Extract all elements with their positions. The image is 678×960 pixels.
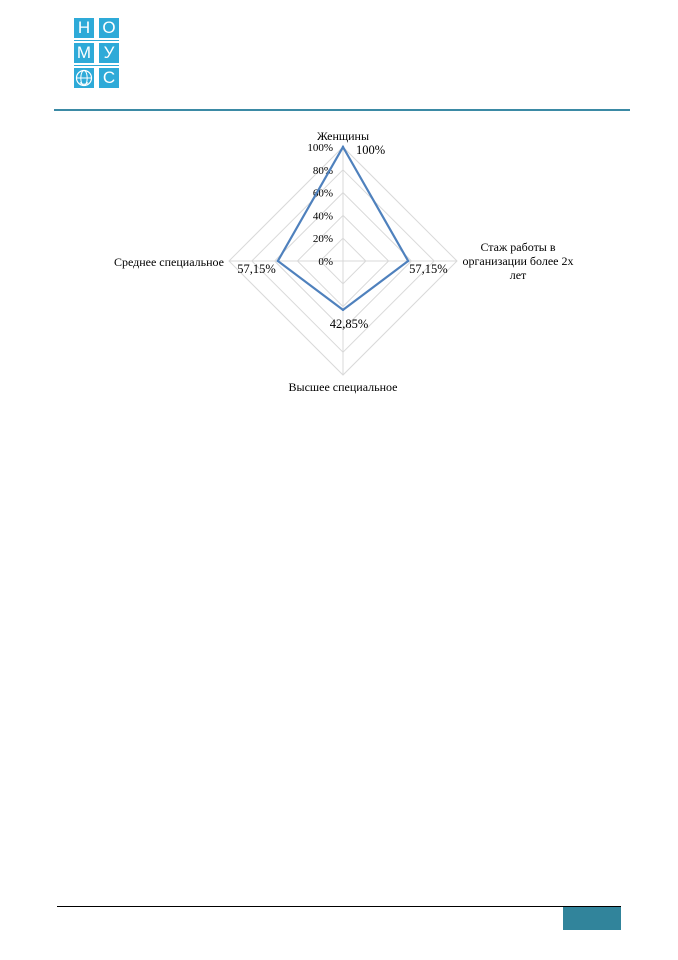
- axis-category-label-line: лет: [509, 268, 527, 282]
- data-label: 42,85%: [329, 316, 369, 331]
- axis-category-label: [317, 129, 369, 143]
- tick-label: 0%: [318, 256, 333, 268]
- data-label: 57,15%: [237, 262, 276, 276]
- data-point: [277, 260, 279, 262]
- axis-category-label-line: Стаж работы в: [480, 240, 556, 254]
- data-point: [342, 146, 344, 148]
- data-point: [342, 309, 344, 311]
- axis-category-label-line: Высшее специальное: [288, 380, 398, 394]
- logo-letter: Н: [74, 18, 94, 38]
- axis-category-label-line: Среднее специальное: [113, 255, 224, 269]
- data-label: 57,15%: [409, 262, 448, 276]
- tick-label: 40%: [312, 210, 333, 223]
- tick-label: 20%: [312, 233, 333, 246]
- axis-category-label-line: организации более 2х: [462, 254, 574, 268]
- axis-category-label: [114, 255, 224, 269]
- axis-category-label-line: Женщины: [316, 129, 370, 143]
- tick-label: 80%: [312, 164, 333, 177]
- page-number-box: [563, 907, 621, 930]
- tick-label: 60%: [312, 187, 333, 200]
- axis-category-label: [289, 380, 398, 394]
- logo-letter: У: [99, 43, 119, 63]
- tick-label: 100%: [307, 142, 333, 154]
- axis-category-label: [462, 240, 573, 282]
- logo-letter: М: [74, 43, 94, 63]
- logo-letter: С: [99, 68, 119, 88]
- data-label: 100%: [356, 143, 386, 157]
- logo-letter: О: [99, 18, 119, 38]
- footer-rule: [57, 906, 621, 907]
